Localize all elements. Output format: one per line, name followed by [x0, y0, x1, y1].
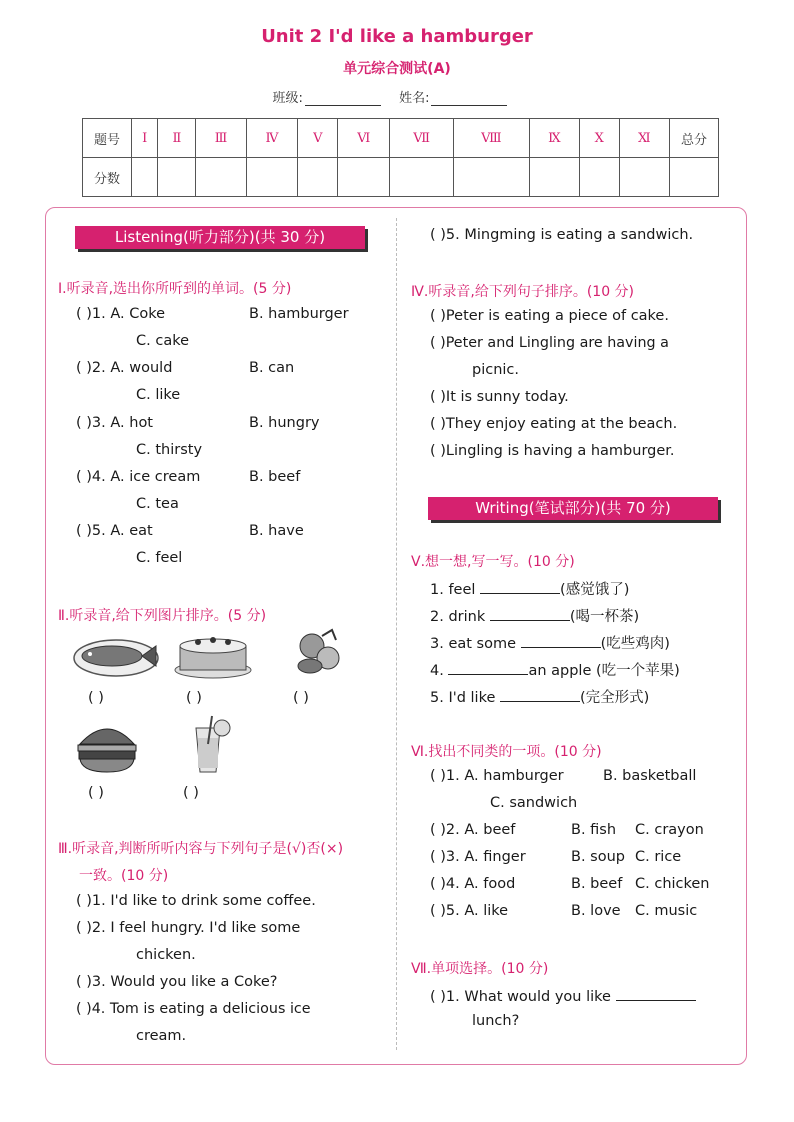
score-cell[interactable] [338, 158, 390, 197]
s1-item-4-a: ( )4. A. ice cream [76, 469, 201, 485]
score-table-score-row [83, 158, 719, 197]
s6-item-4-a: ( )4. A. food [430, 876, 516, 892]
s5-item-4 [430, 659, 680, 680]
s1-item-5-b: B. have [249, 523, 304, 539]
name-label: 姓名: [399, 91, 430, 106]
s1-item-4-c: C. tea [136, 496, 179, 512]
s6-item-1-a: ( )1. A. hamburger [430, 768, 564, 784]
s5-item-2-pre: 2. drink [430, 609, 490, 625]
s7-item-1-cont: lunch? [472, 1013, 520, 1029]
vegetables-image [292, 628, 348, 678]
s3-item-4: ( )4. Tom is eating a delicious ice [76, 1001, 311, 1017]
picture-4-paren[interactable]: ( ) [88, 785, 104, 801]
s5-blank[interactable] [490, 606, 570, 621]
s6-item-3-c: C. rice [635, 849, 682, 865]
section-numeral: Ⅺ [619, 119, 669, 158]
s6-item-1-c: C. sandwich [490, 795, 578, 811]
picture-5-paren[interactable]: ( ) [183, 785, 199, 801]
s4-item-2-cont: picnic. [472, 362, 520, 378]
score-table-header-row [83, 119, 719, 158]
score-header: 分数 [83, 158, 132, 197]
s3-item-2-cont: chicken. [136, 947, 196, 963]
section-numeral: Ⅶ [390, 119, 454, 158]
s6-item-2-c: C. crayon [635, 822, 704, 838]
section-4-title: Ⅳ.听录音,给下列句子排序。(10 分) [411, 284, 635, 300]
section-numeral: Ⅵ [338, 119, 390, 158]
s6-item-2-a: ( )2. A. beef [430, 822, 516, 838]
writing-banner: Writing(笔试部分)(共 70 分) [428, 497, 718, 520]
s3-item-5: ( )5. Mingming is eating a sandwich. [430, 227, 694, 243]
s7-item-1-text: ( )1. What would you like [430, 989, 616, 1005]
section-numeral: Ⅴ [298, 119, 338, 158]
score-cell[interactable] [670, 158, 719, 197]
picture-3-paren[interactable]: ( ) [293, 690, 309, 706]
s4-item-4: ( )They enjoy eating at the beach. [430, 416, 678, 432]
s5-blank[interactable] [521, 633, 601, 648]
juice-glass-image [184, 714, 234, 776]
s3-item-4-cont: cream. [136, 1028, 187, 1044]
listening-banner: Listening(听力部分)(共 30 分) [75, 226, 365, 249]
question-number-header: 题号 [83, 119, 132, 158]
s1-item-2-a: ( )2. A. would [76, 360, 173, 376]
s1-item-3-b: B. hungry [249, 415, 320, 431]
score-cell[interactable] [158, 158, 196, 197]
s4-item-2: ( )Peter and Lingling are having a [430, 335, 669, 351]
score-table [82, 118, 719, 197]
s5-item-5-pre: 5. I'd like [430, 690, 500, 706]
score-cell[interactable] [579, 158, 619, 197]
s5-item-4-post: an apple (吃一个苹果) [528, 663, 680, 679]
column-divider [396, 218, 397, 1050]
total-header: 总分 [670, 119, 719, 158]
s6-item-5-a: ( )5. A. like [430, 903, 509, 919]
section-3-title-1: Ⅲ.听录音,判断所听内容与下列句子是(√)否(×) [58, 841, 344, 857]
s1-item-4-b: B. beef [249, 469, 301, 485]
s4-item-1: ( )Peter is eating a piece of cake. [430, 308, 669, 324]
s4-item-5: ( )Lingling is having a hamburger. [430, 443, 675, 459]
s6-item-4-b: B. beef [571, 876, 623, 892]
score-cell[interactable] [246, 158, 298, 197]
section-numeral: Ⅸ [529, 119, 579, 158]
s5-item-4-pre: 4. [430, 663, 449, 679]
s5-item-5-post: (完全形式) [580, 690, 650, 706]
s5-blank[interactable] [480, 579, 560, 594]
s6-item-1-b: B. basketball [603, 768, 697, 784]
s7-item-1 [430, 986, 696, 1005]
score-cell[interactable] [196, 158, 246, 197]
s1-item-1-c: C. cake [136, 333, 190, 349]
section-numeral: Ⅲ [196, 119, 246, 158]
s4-item-3: ( )It is sunny today. [430, 389, 569, 405]
s1-item-5-c: C. feel [136, 550, 183, 566]
section-numeral: Ⅳ [246, 119, 298, 158]
score-cell[interactable] [132, 158, 158, 197]
s6-item-4-c: C. chicken [635, 876, 710, 892]
score-cell[interactable] [619, 158, 669, 197]
s1-item-2-b: B. can [249, 360, 295, 376]
section-numeral: Ⅷ [454, 119, 530, 158]
picture-1-paren[interactable]: ( ) [88, 690, 104, 706]
s1-item-3-c: C. thirsty [136, 442, 203, 458]
section-numeral: Ⅱ [158, 119, 196, 158]
student-info-line [0, 87, 794, 106]
section-numeral: Ⅰ [132, 119, 158, 158]
s3-item-1: ( )1. I'd like to drink some coffee. [76, 893, 316, 909]
fish-plate-image [72, 632, 160, 680]
section-7-title: Ⅶ.单项选择。(10 分) [411, 961, 549, 977]
section-6-title: Ⅵ.找出不同类的一项。(10 分) [411, 744, 602, 760]
s5-item-3-post: (吃些鸡肉) [600, 636, 670, 652]
s5-item-1 [430, 578, 629, 599]
s5-item-5 [430, 686, 649, 707]
section-5-title: Ⅴ.想一想,写一写。(10 分) [411, 554, 575, 570]
s5-item-3-pre: 3. eat some [430, 636, 521, 652]
class-label: 班级: [272, 91, 303, 106]
s5-item-2-post: (喝一杯茶) [569, 609, 640, 625]
s1-item-1-b: B. hamburger [249, 306, 349, 322]
cake-image [172, 630, 254, 680]
s5-item-1-post: (感觉饿了) [560, 582, 630, 598]
s6-item-3-a: ( )3. A. finger [430, 849, 526, 865]
section-2-title: Ⅱ.听录音,给下列图片排序。(5 分) [58, 608, 267, 624]
s7-blank[interactable] [616, 986, 696, 1001]
s3-item-3: ( )3. Would you like a Coke? [76, 974, 278, 990]
hamburger-image [74, 718, 140, 774]
s6-item-5-c: C. music [635, 903, 698, 919]
section-1-title: Ⅰ.听录音,选出你所听到的单词。(5 分) [58, 281, 292, 297]
s1-item-2-c: C. like [136, 387, 181, 403]
page-subtitle: 单元综合测试(A) [343, 61, 451, 77]
class-blank[interactable] [305, 92, 381, 106]
score-cell[interactable] [298, 158, 338, 197]
score-cell[interactable] [390, 158, 454, 197]
s1-item-3-a: ( )3. A. hot [76, 415, 153, 431]
s5-blank[interactable] [448, 660, 528, 675]
s6-item-5-b: B. love [571, 903, 621, 919]
s1-item-1-a: ( )1. A. Coke [76, 306, 166, 322]
s6-item-2-b: B. fish [571, 822, 617, 838]
s5-item-3 [430, 632, 670, 653]
s1-item-5-a: ( )5. A. eat [76, 523, 153, 539]
s3-item-2: ( )2. I feel hungry. I'd like some [76, 920, 301, 936]
score-cell[interactable] [454, 158, 530, 197]
section-numeral: Ⅹ [579, 119, 619, 158]
s5-item-2 [430, 605, 639, 626]
s5-blank[interactable] [500, 687, 580, 702]
section-3-title-2: 一致。(10 分) [79, 868, 169, 884]
s5-item-1-pre: 1. feel [430, 582, 481, 598]
name-blank[interactable] [431, 92, 507, 106]
score-cell[interactable] [529, 158, 579, 197]
s6-item-3-b: B. soup [571, 849, 625, 865]
page-title: Unit 2 I'd like a hamburger [261, 26, 533, 47]
picture-2-paren[interactable]: ( ) [186, 690, 202, 706]
